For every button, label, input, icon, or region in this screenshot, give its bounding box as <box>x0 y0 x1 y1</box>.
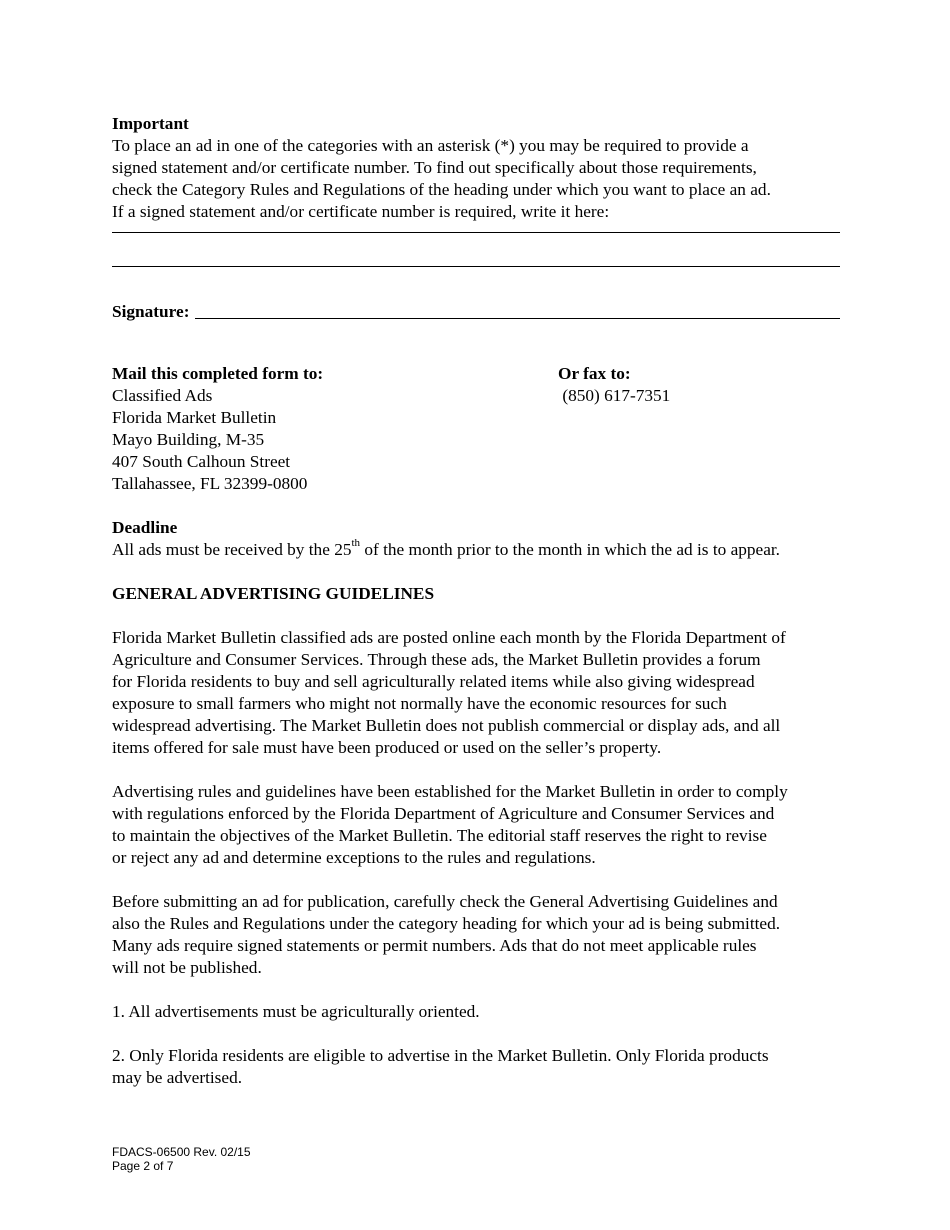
item-line: 1. All advertisements must be agriculturally oriented. <box>112 1002 480 1021</box>
signature-label: Signature: <box>112 302 190 321</box>
mail-line: 407 South Calhoun Street <box>112 452 291 471</box>
paragraph-line: for Florida residents to buy and sell agriculturally related items while also giving widespread <box>112 672 755 691</box>
important-line: To place an ad in one of the categories with an asterisk (*) you may be required to provide a <box>112 136 749 155</box>
guidelines-paragraph-3 <box>112 891 840 979</box>
fax-info <box>558 363 670 407</box>
form-id: FDACS-06500 Rev. 02/15 <box>112 1145 251 1159</box>
paragraph-line: with regulations enforced by the Florida Department of Agriculture and Consumer Services and <box>112 804 775 823</box>
paragraph-line: also the Rules and Regulations under the category heading for which your ad is being submitted. <box>112 914 781 933</box>
paragraph-line: widespread advertising. The Market Bulletin does not publish commercial or display ads, and all <box>112 716 781 735</box>
paragraph-line: to maintain the objectives of the Market Bulletin. The editorial staff reserves the right to revise <box>112 826 767 845</box>
deadline-heading: Deadline <box>112 518 178 537</box>
fax-heading: Or fax to: <box>558 364 631 383</box>
document-page <box>112 113 840 1089</box>
statement-line-2[interactable] <box>112 266 840 267</box>
mail-line: Tallahassee, FL 32399-0800 <box>112 474 308 493</box>
guidelines-paragraph-1 <box>112 627 840 759</box>
paragraph-line: Florida Market Bulletin classified ads are posted online each month by the Florida Department of <box>112 628 786 647</box>
deadline-section <box>112 517 840 561</box>
mail-line: Classified Ads <box>112 386 213 405</box>
signature-line[interactable] <box>195 318 840 319</box>
deadline-superscript: th <box>351 537 361 549</box>
important-section <box>112 113 840 223</box>
paragraph-line: exposure to small farmers who might not normally have the economic resources for such <box>112 694 727 713</box>
guideline-item-2 <box>112 1045 840 1089</box>
guidelines-heading: GENERAL ADVERTISING GUIDELINES <box>112 584 435 603</box>
signature-row <box>112 301 840 323</box>
important-line: check the Category Rules and Regulations of the heading under which you want to place an ad. <box>112 180 771 199</box>
paragraph-line: or reject any ad and determine exceptions to the rules and regulations. <box>112 848 596 867</box>
important-heading: Important <box>112 114 189 133</box>
paragraph-line: Agriculture and Consumer Services. Through these ads, the Market Bulletin provides a forum <box>112 650 761 669</box>
guidelines-paragraph-2 <box>112 781 840 869</box>
deadline-text-after: of the month prior to the month in which the ad is to appear. <box>360 540 780 559</box>
paragraph-line: Before submitting an ad for publication, carefully check the General Advertising Guidelines and <box>112 892 778 911</box>
paragraph-line: Many ads require signed statements or permit numbers. Ads that do not meet applicable rules <box>112 936 757 955</box>
mail-address <box>112 363 323 495</box>
page-footer <box>112 1145 251 1173</box>
item-line: may be advertised. <box>112 1068 243 1087</box>
guideline-item-1 <box>112 1001 840 1023</box>
deadline-text-before: All ads must be received by the 25 <box>112 540 352 559</box>
important-line: If a signed statement and/or certificate number is required, write it here: <box>112 202 610 221</box>
paragraph-line: items offered for sale must have been produced or used on the seller’s property. <box>112 738 662 757</box>
item-line: 2. Only Florida residents are eligible to advertise in the Market Bulletin. Only Florida products <box>112 1046 769 1065</box>
statement-line-1[interactable] <box>112 232 840 233</box>
paragraph-line: Advertising rules and guidelines have been established for the Market Bulletin in order to comply <box>112 782 788 801</box>
mail-line: Florida Market Bulletin <box>112 408 277 427</box>
fax-number: (850) 617-7351 <box>558 386 671 405</box>
mail-heading: Mail this completed form to: <box>112 364 324 383</box>
mail-line: Mayo Building, M-35 <box>112 430 265 449</box>
deadline-text <box>112 539 840 561</box>
important-line: signed statement and/or certificate number. To find out specifically about those requirements, <box>112 158 757 177</box>
mail-fax-block <box>112 363 840 495</box>
guidelines-section <box>112 583 840 1089</box>
paragraph-line: will not be published. <box>112 958 262 977</box>
page-number: Page 2 of 7 <box>112 1159 174 1173</box>
